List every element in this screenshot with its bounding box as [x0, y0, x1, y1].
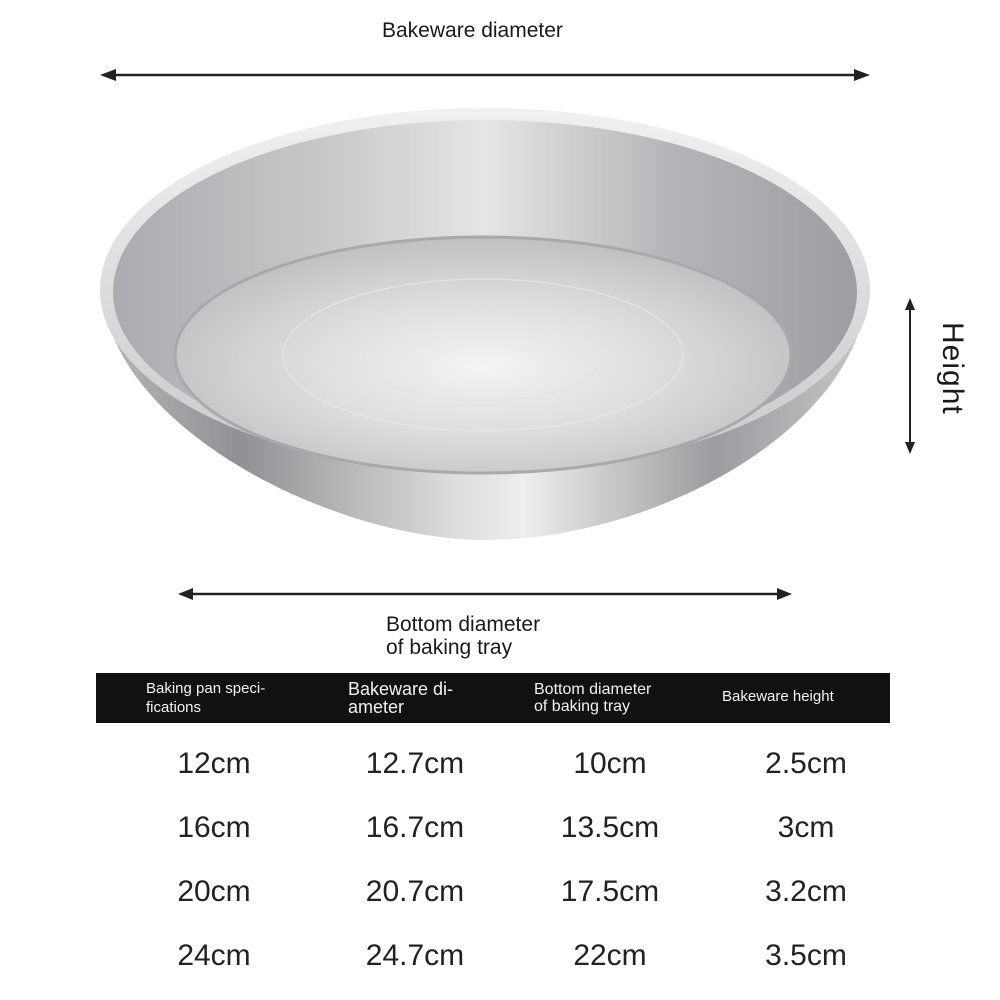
cell-specification: 16cm — [177, 811, 251, 844]
cell-bottom-diameter: 22cm — [573, 939, 647, 972]
table-row — [96, 732, 890, 796]
cell-height: 3.5cm — [765, 939, 847, 972]
cell-specification: 20cm — [177, 875, 251, 908]
baking-pan-image — [95, 100, 875, 545]
height-arrow — [902, 298, 918, 454]
header-specifications-line1: Baking pan speci- — [146, 680, 266, 697]
bottom-diameter-label-line2: of baking tray — [386, 636, 513, 659]
header-bottom-diameter-line1: Bottom diameter — [534, 681, 652, 698]
cell-bakeware-diameter: 16.7cm — [365, 811, 465, 844]
cell-bakeware-diameter: 24.7cm — [365, 939, 465, 972]
cell-specification: 12cm — [177, 747, 251, 780]
header-specifications-line2: fications — [146, 699, 202, 716]
table-row — [96, 860, 890, 924]
cell-height: 3.2cm — [765, 875, 847, 908]
header-bakeware-diameter-line2: ameter — [348, 697, 405, 717]
cell-bottom-diameter: 17.5cm — [560, 875, 660, 908]
cell-height: 2.5cm — [765, 747, 847, 780]
cell-bottom-diameter: 13.5cm — [560, 811, 660, 844]
bakeware-diameter-label: Bakeware diameter — [382, 19, 563, 42]
header-specifications — [96, 673, 332, 723]
header-bakeware-diameter — [332, 673, 498, 723]
table-row — [96, 924, 890, 988]
cell-height: 3cm — [777, 811, 835, 844]
cell-bottom-diameter: 10cm — [573, 747, 647, 780]
header-bottom-diameter — [498, 673, 722, 723]
header-bakeware-diameter-line1: Bakeware di- — [348, 679, 454, 699]
header-bottom-diameter-line2: of baking tray — [534, 698, 631, 715]
spec-table — [96, 673, 890, 988]
height-label: Height — [936, 322, 969, 415]
header-bakeware-height-line1: Bakeware height — [722, 688, 834, 705]
bottom-diameter-arrow — [178, 586, 792, 602]
bottom-diameter-label-line1: Bottom diameter — [386, 613, 541, 636]
cell-bakeware-diameter: 20.7cm — [365, 875, 465, 908]
header-bakeware-height — [722, 673, 890, 723]
cell-specification: 24cm — [177, 939, 251, 972]
cell-bakeware-diameter: 12.7cm — [365, 747, 465, 780]
table-header — [96, 673, 890, 723]
bakeware-diameter-arrow — [100, 66, 870, 84]
table-row — [96, 796, 890, 860]
bottom-diameter-label — [386, 613, 540, 659]
